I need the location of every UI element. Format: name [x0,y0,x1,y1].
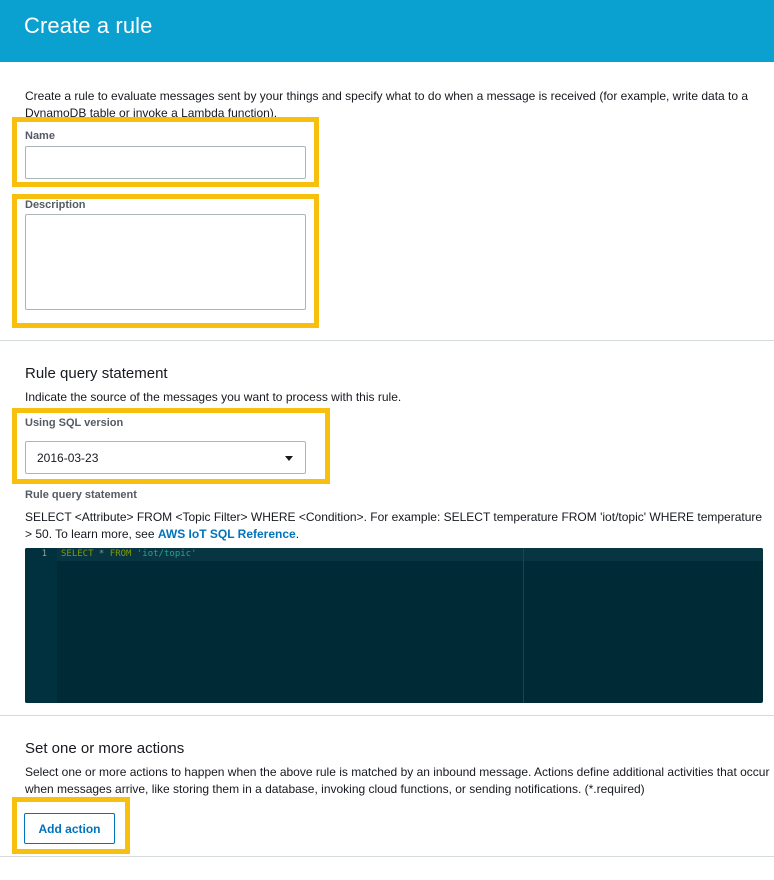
description-label: Description [25,199,86,211]
rule-query-statement-label: Rule query statement [25,489,137,501]
rule-query-help [25,509,770,543]
sql-version-select[interactable] [25,441,306,474]
sql-code-editor[interactable] [25,548,763,703]
rule-query-help-text: SELECT <Attribute> FROM <Topic Filter> WHERE <Condition>. For example: SELECT temperature FROM 'iot/topic' WHERE temperature > 50. To learn more, see [25,510,763,541]
editor-print-margin [523,548,524,703]
caret-down-icon [285,456,293,461]
name-label: Name [25,130,55,142]
aws-iot-sql-reference-link[interactable]: AWS IoT SQL Reference [157,527,296,541]
rule-query-title: Rule query statement [25,365,168,382]
editor-code-line [61,549,197,559]
rule-query-help-suffix: . [295,527,300,541]
code-from-keyword: FROM [109,549,132,559]
actions-title: Set one or more actions [25,740,185,757]
sql-version-label: Using SQL version [25,417,124,429]
rule-query-description: Indicate the source of the messages you want to process with this rule. [25,390,402,404]
code-star: * [93,549,110,559]
add-action-button[interactable]: Add action [24,813,115,844]
section-divider [0,856,774,857]
description-textarea[interactable] [25,214,306,310]
section-divider [0,340,774,341]
name-input[interactable] [25,146,306,179]
code-select-keyword: SELECT [61,549,94,559]
intro-text: Create a rule to evaluate messages sent by your things and specify what to do when a message is received (for example, write data to a DynamoDB table or invoke a Lambda function). [25,89,749,120]
editor-gutter [25,548,57,703]
code-topic-string: 'iot/topic' [131,549,197,559]
actions-description: Select one or more actions to happen when the above rule is matched by an inbound message. Actions define additional activities that occur when messages arrive, like storing them in a database, invoking cloud functions, or sending notifications. (*.required) [25,765,770,796]
editor-line-number: 1 [41,549,47,559]
page-title: Create a rule [24,13,153,38]
section-divider [0,715,774,716]
page-header [0,0,774,62]
sql-version-value: 2016-03-23 [37,451,99,465]
